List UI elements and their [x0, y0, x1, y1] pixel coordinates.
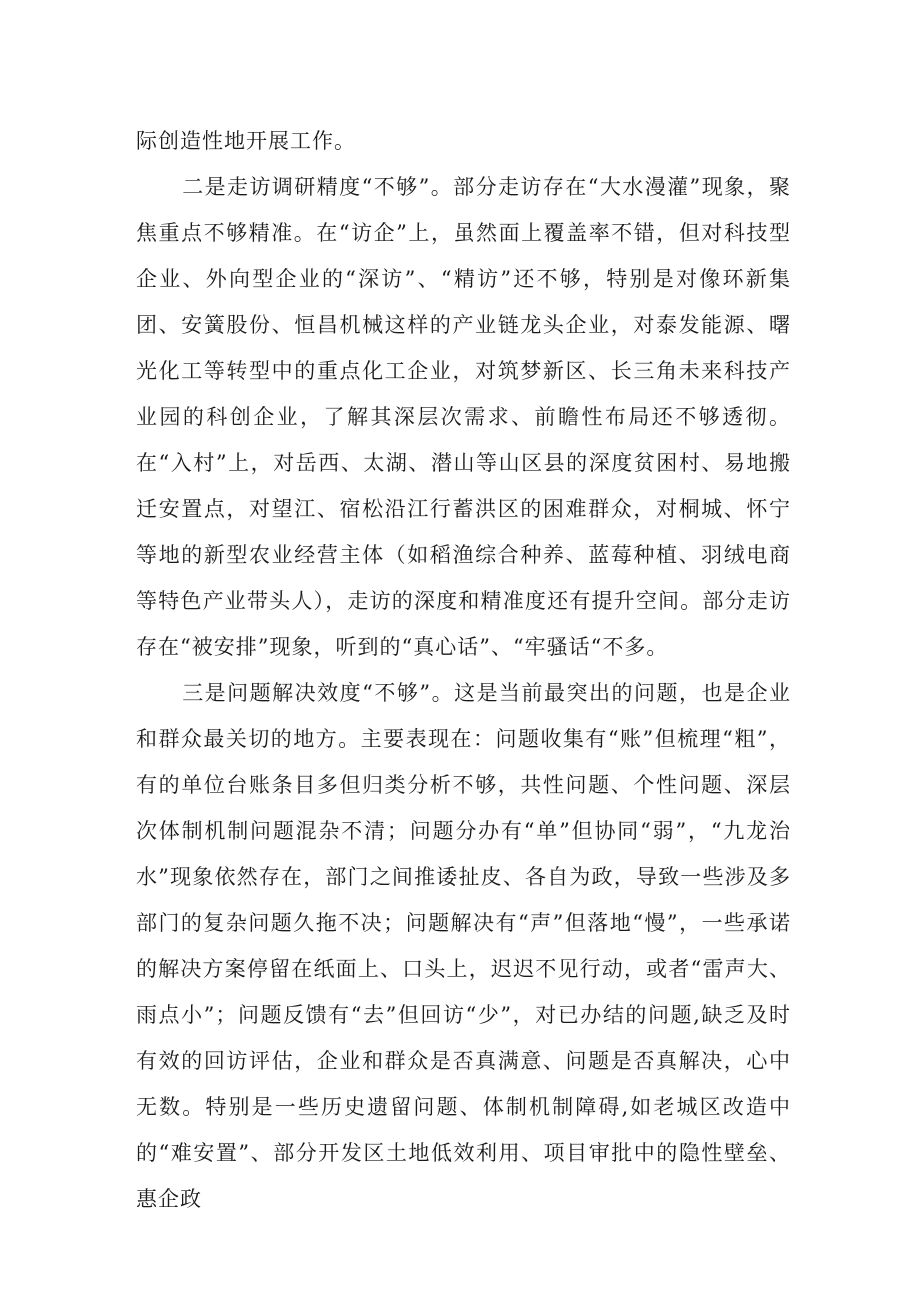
paragraph-continuation: 际创造性地开展工作。	[136, 129, 356, 153]
body-text	[136, 118, 791, 1222]
paragraph-problem-solving: 三是问题解决效度“不够”。这是当前最突出的问题，也是企业和群众最关切的地方。主要表现在：问题收集有“账”但梳理“粗”，有的单位台账条目多但归类分析不够，共性问题、个性问题、深层次体制机制问题混杂不清；问题分办有“单”但协同“弱”，“九龙治水”现象依然存在，部门之间推诿扯皮、各自为政，导致一些涉及多部门的复杂问题久拖不决；问题解决有“声”但落地“慢”，一些承诺的解决方案停留在纸面上、口头上，迟迟不见行动，或者“雷声大、雨点小”；问题反馈有“去”但回访“少”，对已办结的问题,缺乏及时有效的回访评估，企业和群众是否真满意、问题是否真解决，心中无数。特别是一些历史遗留问题、体制机制障碍,如老城区改造中的“难安置”、部分开发区土地低效利用、项目审批中的隐性壁垒、惠企政	[136, 681, 791, 1211]
paragraph-visit-research: 二是走访调研精度“不够”。部分走访存在“大水漫灌”现象，聚焦重点不够精准。在“访企”上，虽然面上覆盖率不错，但对科技型企业、外向型企业的“深访”、“精访”还不够，特别是对像环新集团、安簧股份、恒昌机械这样的产业链龙头企业，对泰发能源、曙光化工等转型中的重点化工企业，对筑梦新区、长三角未来科技产业园的科创企业，了解其深层次需求、前瞻性布局还不够透彻。在“入村”上，对岳西、太湖、潜山等山区县的深度贫困村、易地搬迁安置点，对望江、宿松沿江行蓄洪区的困难群众，对桐城、怀宁等地的新型农业经营主体（如稻渔综合种养、蓝莓种植、羽绒电商等特色产业带头人），走访的深度和精准度还有提升空间。部分走访存在“被安排”现象，听到的“真心话”、“牢骚话“不多。	[136, 175, 791, 659]
